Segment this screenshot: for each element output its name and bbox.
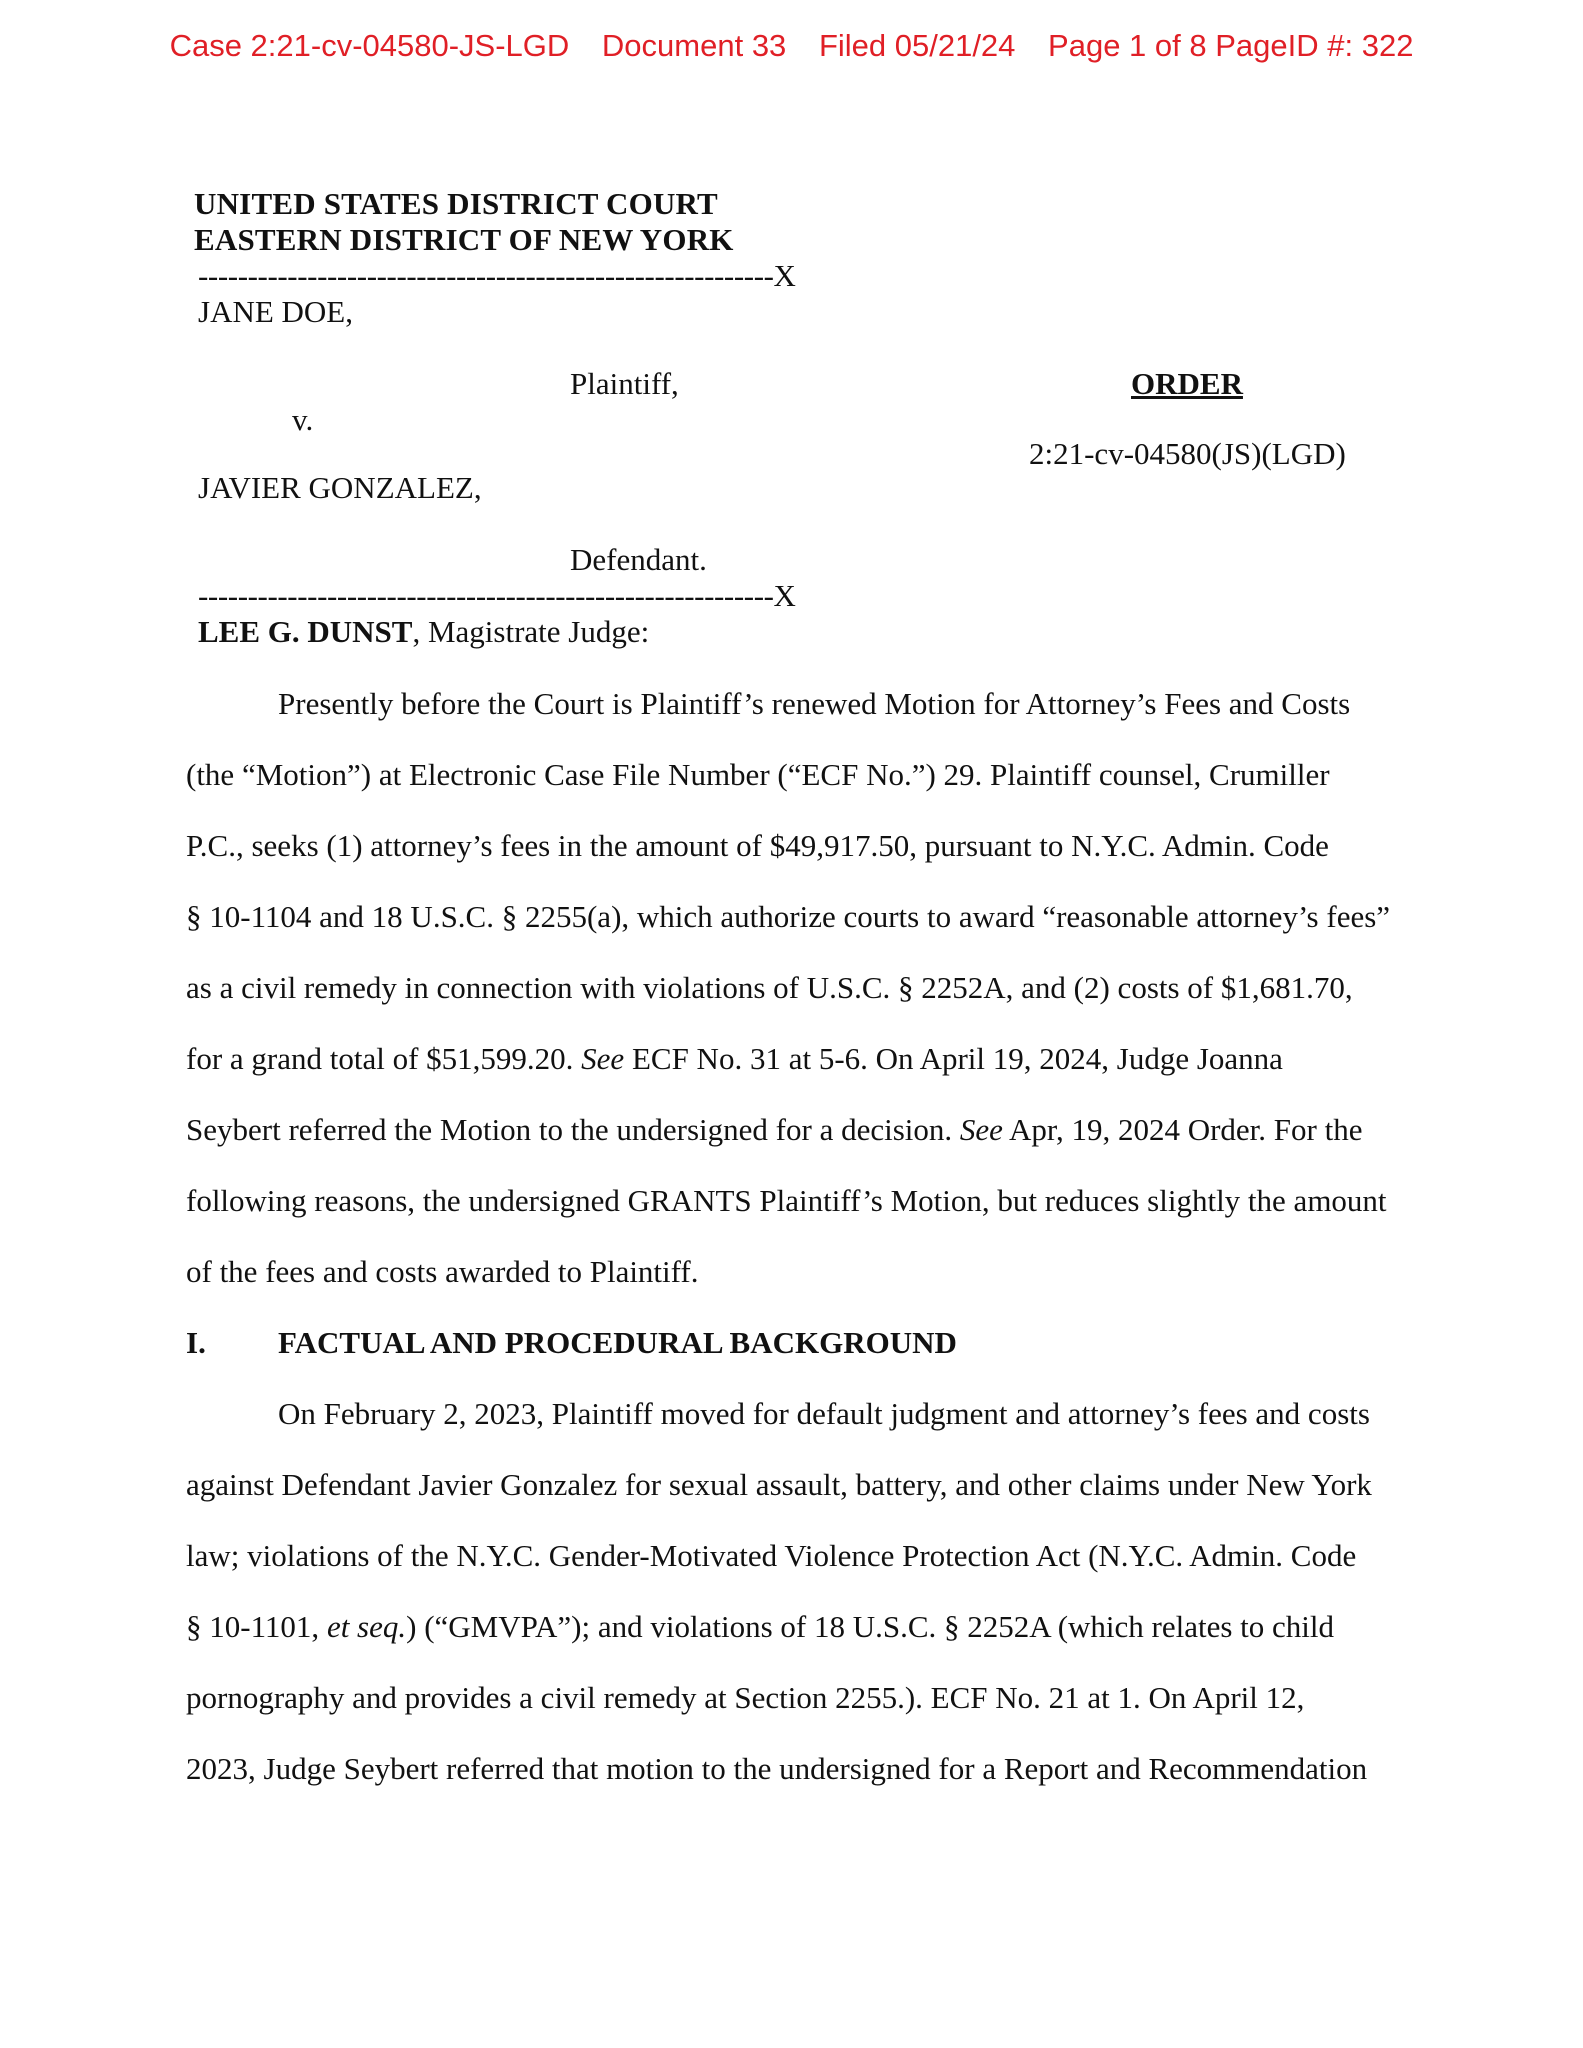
background-line-4-part-a: § 10-1101, xyxy=(186,1609,327,1644)
intro-line-7-part-a: Seybert referred the Motion to the undersigned for a decision. xyxy=(186,1112,960,1147)
intro-line-4: § 10-1104 and 18 U.S.C. § 2255(a), which authorize courts to award “reasonable attorney’s fees” xyxy=(186,899,1391,934)
background-line-4-part-b: ) (“GMVPA”); and violations of 18 U.S.C. § 2252A (which relates to child xyxy=(406,1609,1335,1644)
judge-title: , Magistrate Judge: xyxy=(412,614,650,649)
background-line-4-et-seq: et seq. xyxy=(326,1609,407,1644)
intro-line-3: P.C., seeks (1) attorney’s fees in the amount of $49,917.50, pursuant to N.Y.C. Admin. Code xyxy=(186,828,1329,863)
defendant-role: Defendant. xyxy=(570,542,707,577)
intro-line-6-part-a: for a grand total of $51,599.20. xyxy=(186,1041,582,1076)
intro-line-6 xyxy=(186,1041,1283,1077)
section-title: FACTUAL AND PROCEDURAL BACKGROUND xyxy=(278,1325,957,1360)
intro-line-7-see: See xyxy=(959,1112,1003,1147)
intro-line-5: as a civil remedy in connection with violations of U.S.C. § 2252A, and (2) costs of $1,681.70, xyxy=(186,970,1353,1005)
background-line-4 xyxy=(186,1609,1334,1645)
intro-line-7 xyxy=(186,1112,1362,1148)
defendant-name: JAVIER GONZALEZ, xyxy=(198,470,482,505)
intro-line-1: Presently before the Court is Plaintiff’s renewed Motion for Attorney’s Fees and Costs xyxy=(278,686,1351,721)
intro-line-2: (the “Motion”) at Electronic Case File Number (“ECF No.”) 29. Plaintiff counsel, Crumiller xyxy=(186,757,1330,792)
background-line-3: law; violations of the N.Y.C. Gender-Motivated Violence Protection Act (N.Y.C. Admin. Code xyxy=(186,1538,1357,1573)
background-line-6: 2023, Judge Seybert referred that motion to the undersigned for a Report and Recommendation xyxy=(186,1751,1368,1786)
intro-line-6-see: See xyxy=(581,1041,625,1076)
intro-line-9: of the fees and costs awarded to Plaintiff. xyxy=(186,1254,699,1289)
versus: v. xyxy=(292,402,314,437)
judge-line xyxy=(198,614,649,650)
docket-number: 2:21-cv-04580(JS)(LGD) xyxy=(1029,436,1346,471)
order-title: ORDER xyxy=(1131,366,1243,401)
judge-name: LEE G. DUNST xyxy=(198,614,413,649)
intro-line-8: following reasons, the undersigned GRANTS Plaintiff’s Motion, but reduces slightly the amount xyxy=(186,1183,1387,1218)
plaintiff-role: Plaintiff, xyxy=(570,366,679,401)
intro-line-6-part-b: ECF No. 31 at 5-6. On April 19, 2024, Judge Joanna xyxy=(624,1041,1283,1076)
stamp-document-number: Document 33 xyxy=(601,28,787,63)
caption-divider-bottom: ----------------------------------------------------------X xyxy=(198,578,796,613)
background-line-1: On February 2, 2023, Plaintiff moved for default judgment and attorney’s fees and costs xyxy=(278,1396,1370,1431)
court-name-line1: UNITED STATES DISTRICT COURT xyxy=(194,186,718,221)
plaintiff-name: JANE DOE, xyxy=(198,294,353,329)
background-line-5: pornography and provides a civil remedy at Section 2255.). ECF No. 21 at 1. On April 12, xyxy=(186,1680,1305,1715)
stamp-case-number: Case 2:21-cv-04580-JS-LGD xyxy=(169,28,570,63)
stamp-page-id: Page 1 of 8 PageID #: 322 xyxy=(1048,28,1414,63)
court-name-line2: EASTERN DISTRICT OF NEW YORK xyxy=(194,222,734,257)
stamp-filed-date: Filed 05/21/24 xyxy=(818,28,1016,63)
intro-line-7-part-b: Apr, 19, 2024 Order. For the xyxy=(1002,1112,1363,1147)
section-number: I. xyxy=(186,1325,206,1360)
background-line-2: against Defendant Javier Gonzalez for sexual assault, battery, and other claims under New York xyxy=(186,1467,1372,1502)
caption-divider-top: ----------------------------------------------------------X xyxy=(198,258,796,293)
ecf-header-stamp xyxy=(0,28,1583,64)
